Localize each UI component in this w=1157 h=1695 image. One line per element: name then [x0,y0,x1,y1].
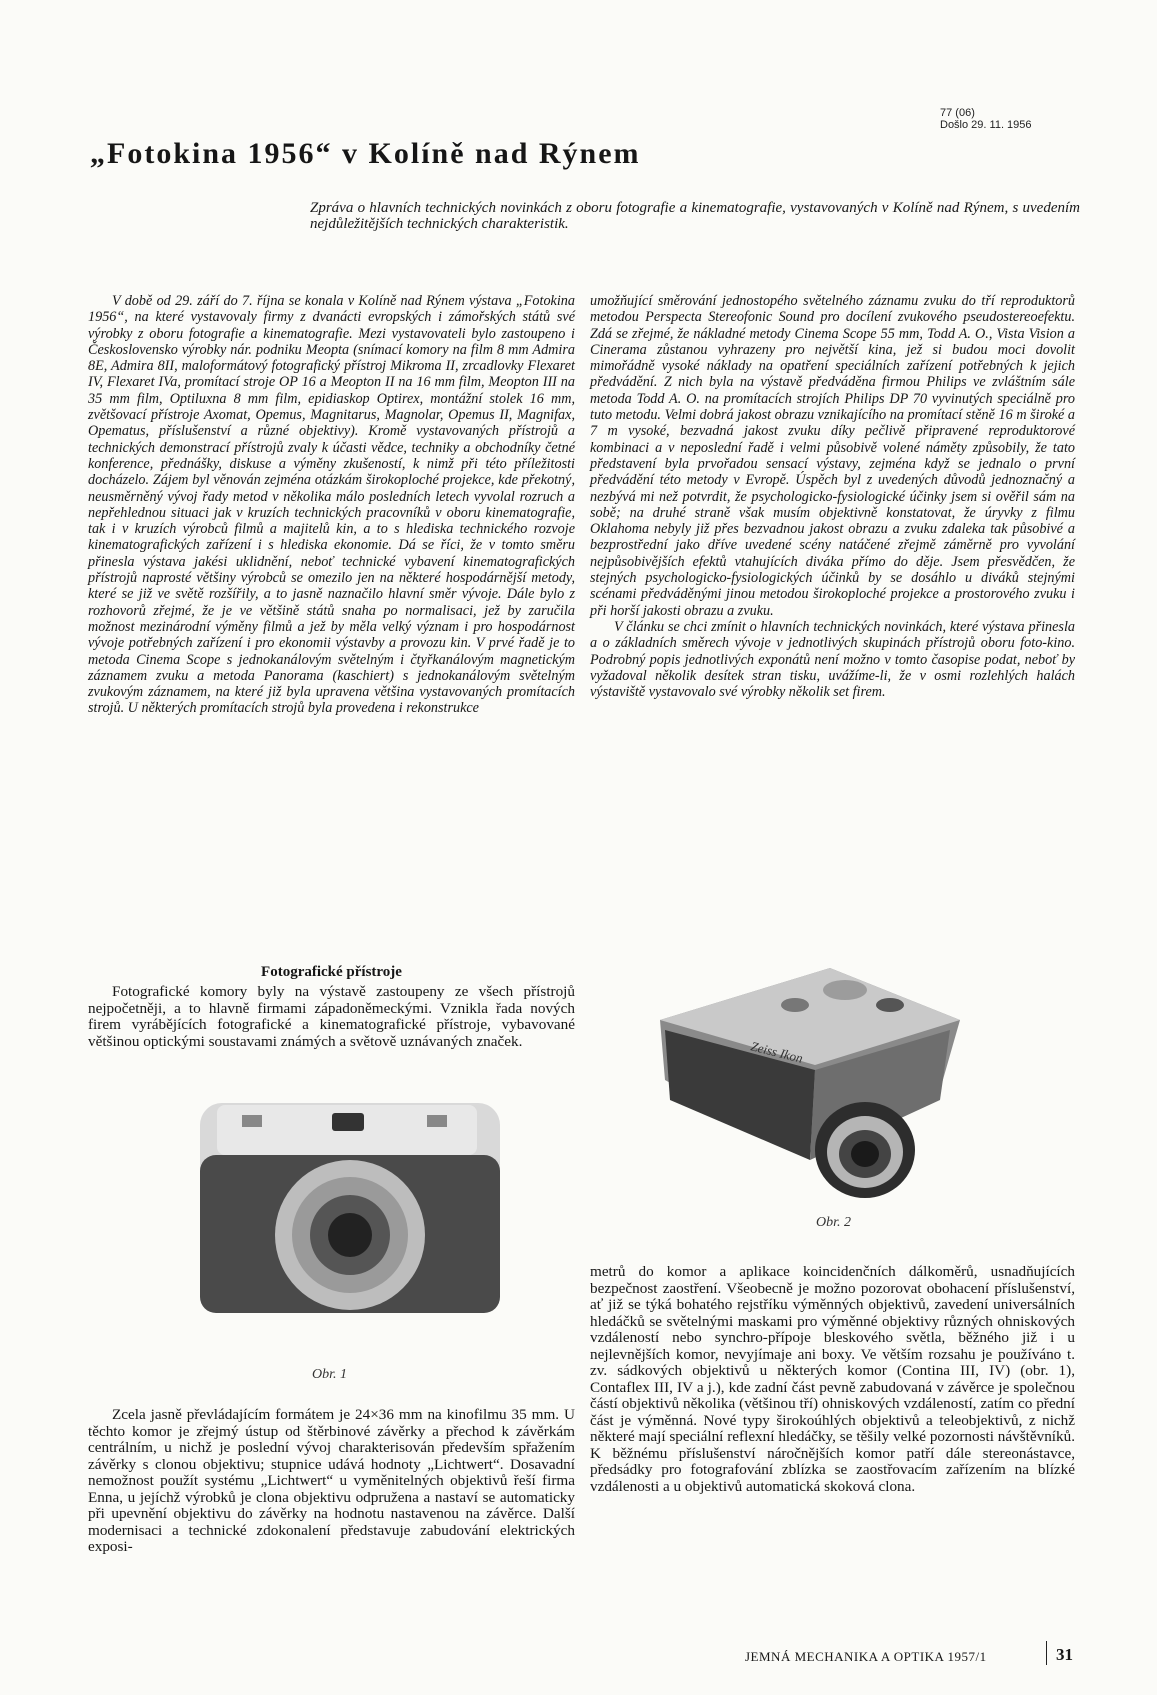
figure-1-caption: Obr. 1 [312,1367,348,1382]
meta-code: 77 (06) [940,107,975,119]
article-title: „Fotokina 1956“ v Kolíně nad Rýnem [90,137,641,170]
section-intro-paragraph: Fotografické komory byly na výstavě zastoupeny ze všech přístrojů nejpočetněji, a to hlavně firmami západoněmeckými. Vznikla řada nových firem vyrábějících fotografické a kinematografické přístroje, vybavované většinou optickými soustavami známých a světově uznávaných značek. [88,983,575,1050]
figure-2-camera-photo [640,960,970,1210]
manuscript-meta [940,107,1032,131]
camera-engraving: Zeiss Ikon [749,1038,805,1066]
body-right-column [590,293,1075,700]
footer-divider [1046,1641,1047,1665]
section-heading: Fotografické přístroje [261,964,402,980]
scope-paragraph: V článku se chci zmínit o hlavních technických novinkách, které výstava přinesla a o základních směrech vývoje v jednotlivých skupinách přístrojů oboru foto-kino. Podrobný popis jednotlivých exponátů není možno v tomto časopise podat, neboť by vyžadoval několik desítek stran tisku, uvážíme-li, že v osmi rozlehlých halách výstaviště vystavovalo své výrobky několik set firem. [590,618,1075,701]
figure-1-camera-photo [182,1085,512,1335]
article-abstract: Zpráva o hlavních technických novinkách z oboru fotografie a kinematografie, vystavovaných v Kolíně nad Rýnem, s uvedením nejdůležitějších technických charakteristik. [310,200,1080,232]
figure-2-caption: Obr. 2 [816,1215,852,1230]
continued-paragraph: umožňující směrování jednostopého světelného záznamu zvuku do tří reproduktorů metodou Perspecta Stereofonic Sound pro docílení zvukového pseudostereoefektu. Zdá se zřejmé, že nákladné metody Cinema Scope 55 mm, Todd A. O., Vista Vision a Cinerama zůstanou vyhrazeny pro největší kina, jež si budou moci dovolit mimořádně vysoké náklady na opatření speciálních zařízení potřebných k jejich předvádění. Z nich byla na výstavě předváděna firmou Philips ve zvláštním sále metoda Todd A. O. na promítacích strojích Philips DP 70 vyvinutých speciálně pro tuto metodu. Velmi dobrá jakost obrazu vznikajícího na promítací stěně 16 m široké a 7 m vysoké, bezvadná jakost zvuku díky pečlivě připravené reproduktorové kombinaci a v neposlední řadě i velmi působivě volené náměty způsobily, že tato představení byla prvořadou sensací výstavy, zejména když se jednalo o první předvádění této metody v Evropě. Úspěch byl z uvedených důvodů jednoznačný a nezbývá mi než potvrdit, že psychologicko-fysiologické účinky jsem si ověřil sám na sobě; na druhé straně však musím objektivně konstatovat, že úryvky z filmu Oklahoma nebyly již přes bezvadnou jakost obrazu a zvuku zdaleka tak působivé a bezprostřední jako dříve uvedené scény natáčené zřejmě záměrně pro vyvolání nejpůsobivějších efektů vtahujících diváka přímo do děje. Jsem přesvědčen, že stejných psychologicko-fysiologických účinků by se dosáhlo u diváků stejnými scénami předváděnými jinou metodou širokoploché projekce a prostorového zvuku i při horší jakosti obrazu a zvuku. [590,293,1075,619]
accessories-paragraph: metrů do komor a aplikace koincidenčních dálkoměrů, usnadňujících bezpečnost zaostření. Všeobecně je možno pozorovat obohacení příslušenství, ať již se týká bohatého rejstříku výměnných objektivů, zavedení universálních hledáčků se světelnými maskami pro výměnné objektivy různých ohniskových vzdáleností nebo synchro-přípoje bleskového světla, běžného již i u nejlevnějších komor, nevyjímaje ani boxy. Ve větším rozsahu je používáno t. zv. sádkových objektivů u některých komor (Contina III, IV) (obr. 1), Contaflex III, IV a j.), kde zadní část pevně zabudovaná v závěrce je společnou částí objektivů několika (většinou tří) ohniskových vzdáleností, zatím co přední část je výměnná. Nové typy širokoúhlých objektivů a teleobjektivů, z nichž některé mají speciální reflexní hledáčky, se těšily velké pozornosti návštěvníků. K běžnému příslušenství náročnějších komor patří dále stereonástavce, předsádky pro fotografování zblízka se zaostřovacím zařízením na blízké vzdálenosti a u objektivů automatická skoková clona. [590,1263,1075,1495]
intro-paragraph: V době od 29. září do 7. října se konala v Kolíně nad Rýnem výstava „Fotokina 1956“, na které vystavovaly firmy z dvanácti evropských i zámořských států své výrobky z oboru fotografie a kinematografie. Mezi vystavovateli bylo zastoupeno i Československo výrobky nár. podniku Meopta (snímací komory na film 8 mm Admira 8E, Admira 8II, maloformátový fotografický přístroj Mikroma II, zrcadlovky Flexaret IV, Flexaret IVa, promítací stroje OP 16 a Meopton II na 16 mm film, Meopton III na 35 mm film, Optiluxna 8 mm film, epidiaskop Optirex, montážní stolek 16 mm, zvětšovací přístroje Axomat, Opemus, Magnitarus, Magnolar, Opemus II, Magnifax, Opematus, příslušenství a různé objektivy). Kromě vystavovaných přístrojů a technických demonstrací přístrojů zvaly k účasti vědce, techniky a obchodníky četné konference, přednášky, diskuse a výměny zkušeností, k nimž při této příležitosti docházelo. Zájem byl věnován zejména otázkám širokoploché projekce, kde překotný, neusměrněný vývoj řady metod v několika málo posledních letech vyvolal rozruch a nepřehlednou situaci jak v kruzích technických pracovníků v oboru kinematografie, tak i v kruzích výrobců filmů a majitelů kin, a to s hlediska technického rozvoje kinematografických zařízení i s hlediska ekonomie. Dá se říci, že v tomto směru přinesla výstava jakési uklidnění, neboť technické vybavení kinematografických přístrojů naprosté většiny výrobců se omezilo jen na některé hospodárnější metody, které se již ve světě rozšířily, a to jasně naznačilo hlavní směr vývoje. Dále bylo z rozhovorů zřejmé, že je ve většině států snaha po normalisaci, jež by zaručila možnost mezinárodní výměny filmů a jež by měla velký význam i pro hospodárnost vývoje potřebných zařízení i pro ekonomii výstavby a provozu kin. V prvé řadě je to metoda Cinema Scope s jednokanálovým světelným i čtyřkanálovým magnetickým záznamem zvuku a metoda Panorama (kaschiert) s jednokanálovým světelným zvukovým záznamem, na které již byla upravena většina vystavovaných promítacích strojů. U některých promítacích strojů byla provedena i rekonstrukce [88,293,575,717]
page-number: 31 [1056,1645,1073,1664]
meta-received: Došlo 29. 11. 1956 [940,119,1032,131]
formats-paragraph: Zcela jasně převládajícím formátem je 24×36 mm na kinofilmu 35 mm. U těchto komor je zřejmý ústup od štěrbinové závěrky a přechod k závěrkám centrálním, u nichž je poslední vývoj charakterisován především spřažením závěrky s clonou objektivu; stupnice udává hodnoty „Lichtwert“. Dosavadní nemožnost použít systému „Lichtwert“ u vyměnitelných objektivů řeší firma Enna, u jejíchž výrobků je clona objektivu odpružena a nastaví se automaticky při upevnění objektivu do závěrky na hodnotu nastavenou na závěrce. Další modernisaci a technické zdokonalení představuje zabudování elektrických exposi- [88,1406,575,1555]
journal-footer: JEMNÁ MECHANIKA A OPTIKA 1957/1 [745,1649,987,1664]
body-left-column [88,293,575,717]
